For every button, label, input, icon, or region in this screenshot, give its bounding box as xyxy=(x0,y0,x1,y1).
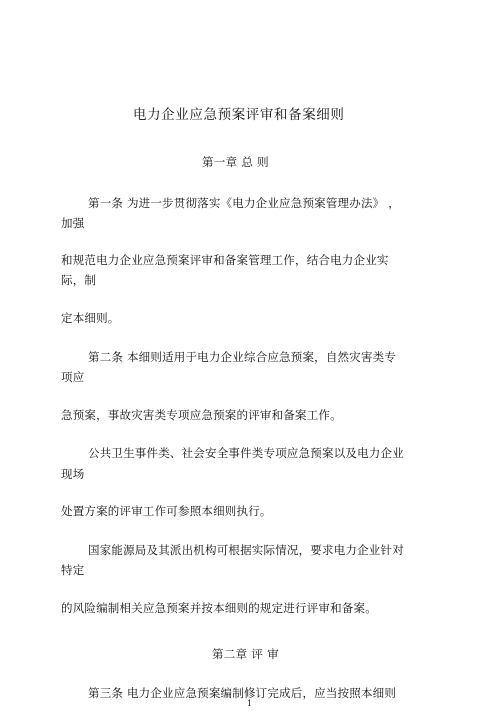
chapter-heading: 第一章 总 则 xyxy=(202,155,269,169)
chapter-heading: 第二章 评 审 xyxy=(212,647,279,661)
paragraph-line: 现场 xyxy=(61,467,85,481)
paragraph-line: 处置方案的评审工作可参照本细则执行。 xyxy=(61,504,272,518)
paragraph-line: 第一条 为进一步贯彻落实《电力企业应急预案管理办法》 ， xyxy=(88,196,400,210)
document-title: 电力企业应急预案评审和备案细则 xyxy=(133,107,345,123)
page-number: 1 xyxy=(247,699,253,708)
paragraph-line: 定本细则。 xyxy=(61,311,120,325)
paragraph-line: 公共卫生事件类、社会安全事件类专项应急预案以及电力企业 xyxy=(88,446,404,460)
paragraph-line: 的风险编制相关应急预案并按本细则的规定进行评审和备案。 xyxy=(61,601,377,615)
paragraph-line: 项应 xyxy=(61,370,85,384)
paragraph-line: 急预案，事故灾害类专项应急预案的评审和备案工作。 xyxy=(61,408,342,422)
paragraph-line: 际，制 xyxy=(61,273,97,287)
paragraph-line: 特定 xyxy=(61,563,85,577)
paragraph-line: 国家能源局及其派出机构可根据实际情况，要求电力企业针对 xyxy=(88,543,404,557)
paragraph-line: 第二条 本细则适用于电力企业综合应急预案，自然灾害类专 xyxy=(88,350,397,364)
paragraph-line: 第三条 电力企业应急预案编制修订完成后，应当按照本细则 xyxy=(88,686,397,700)
paragraph-line: 加强 xyxy=(61,216,85,230)
paragraph-line: 和规范电力企业应急预案评审和备案管理工作，结合电力企业实 xyxy=(61,253,389,267)
